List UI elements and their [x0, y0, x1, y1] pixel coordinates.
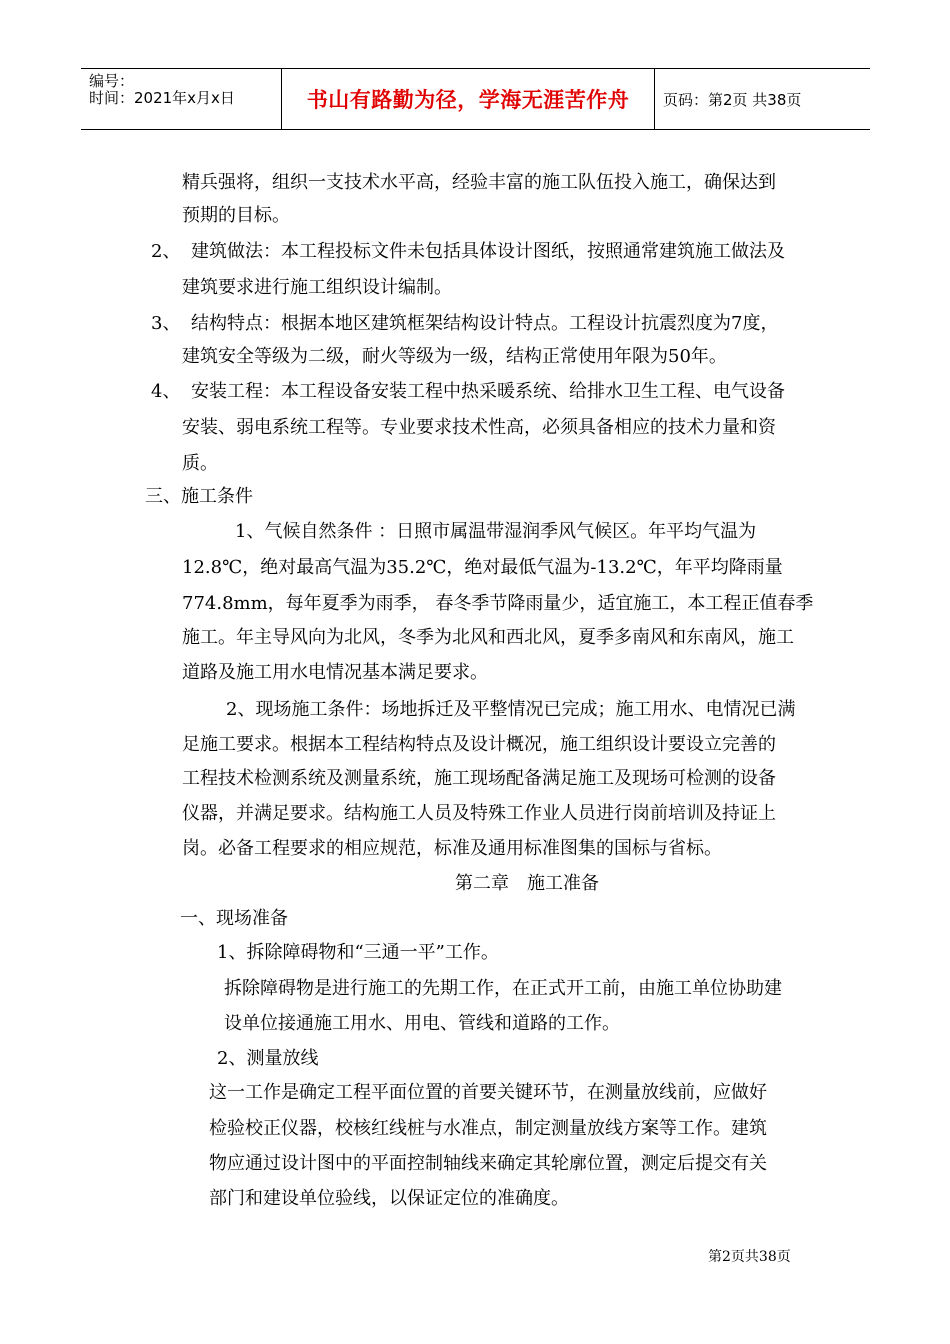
item-number: 2、 [151, 241, 181, 262]
doc-number-label: 编号： [89, 72, 135, 90]
footer-page-number: 第2页共38页 [708, 1249, 791, 1265]
text-line: 安装工程：本工程设备安装工程中热采暖系统、给排水卫生工程、电气设备 [191, 381, 785, 402]
section-heading: 一、现场准备 [180, 908, 288, 929]
text-line: 仪器，并满足要求。结构施工人员及特殊工作业人员进行岗前培训及持证上 [182, 803, 776, 824]
chapter-title: 第二章 施工准备 [455, 873, 599, 894]
text-line: 安装、弱电系统工程等。专业要求技术性高，必须具备相应的技术力量和资 [182, 417, 776, 438]
text-line: 建筑要求进行施工组织设计编制。 [182, 277, 452, 298]
header-page-number: 页码：第2页 共38页 [663, 90, 802, 109]
text-line: 足施工要求。根据本工程结构特点及设计概况，施工组织设计要设立完善的 [182, 734, 776, 755]
text-line: 这一工作是确定工程平面位置的首要关键环节，在测量放线前，应做好 [209, 1082, 767, 1103]
header-motto-cell [281, 69, 655, 129]
doc-time-label: 时间：2021年x月x日 [89, 89, 235, 107]
text-line: 12.8℃，绝对最高气温为35.2℃，绝对最低气温为-13.2℃，年平均降雨量 [182, 557, 783, 578]
text-line: 道路及施工用水电情况基本满足要求。 [182, 662, 488, 683]
text-line: 设单位接通施工用水、用电、管线和道路的工作。 [224, 1013, 620, 1034]
text-line: 施工。年主导风向为北风，冬季为北风和西北风，夏季多南风和东南风，施工 [182, 627, 794, 648]
header-page-cell [655, 69, 870, 129]
text-line: 1、拆除障碍物和“三通一平”工作。 [217, 942, 499, 963]
text-line: 部门和建设单位验线，以保证定位的准确度。 [209, 1188, 569, 1209]
text-line: 岗。必备工程要求的相应规范，标准及通用标准图集的国标与省标。 [182, 838, 722, 859]
page-header [81, 68, 870, 130]
text-line: 精兵强将，组织一支技术水平高，经验丰富的施工队伍投入施工，确保达到 [182, 172, 776, 193]
text-line: 质。 [182, 453, 218, 474]
item-number: 3、 [151, 313, 181, 334]
text-line: 结构特点：根据本地区建筑框架结构设计特点。工程设计抗震烈度为7度， [191, 313, 779, 334]
text-line: 2、测量放线 [217, 1048, 319, 1069]
text-line: 774.8mm，每年夏季为雨季， 春冬季节降雨量少，适宜施工，本工程正值春季 [182, 593, 814, 614]
section-heading: 三、施工条件 [145, 486, 253, 507]
header-motto: 书山有路勤为径，学海无涯苦作舟 [306, 88, 630, 112]
text-line: 2、现场施工条件：场地拆迁及平整情况已完成；施工用水、电情况已满 [226, 699, 796, 720]
text-line: 1、气候自然条件 ：日照市属温带湿润季风气候区。年平均气温为 [235, 521, 757, 542]
item-number: 4、 [151, 381, 181, 402]
text-line: 建筑做法：本工程投标文件未包括具体设计图纸，按照通常建筑施工做法及 [191, 241, 785, 262]
text-line: 检验校正仪器，校核红线桩与水准点，制定测量放线方案等工作。建筑 [209, 1118, 767, 1139]
text-line: 物应通过设计图中的平面控制轴线来确定其轮廓位置，测定后提交有关 [209, 1153, 767, 1174]
text-line: 拆除障碍物是进行施工的先期工作，在正式开工前，由施工单位协助建 [224, 978, 782, 999]
text-line: 建筑安全等级为二级，耐火等级为一级，结构正常使用年限为50年。 [182, 346, 727, 367]
text-line: 工程技术检测系统及测量系统，施工现场配备满足施工及现场可检测的设备 [182, 768, 776, 789]
text-line: 预期的目标。 [182, 205, 290, 226]
header-meta [81, 69, 281, 129]
